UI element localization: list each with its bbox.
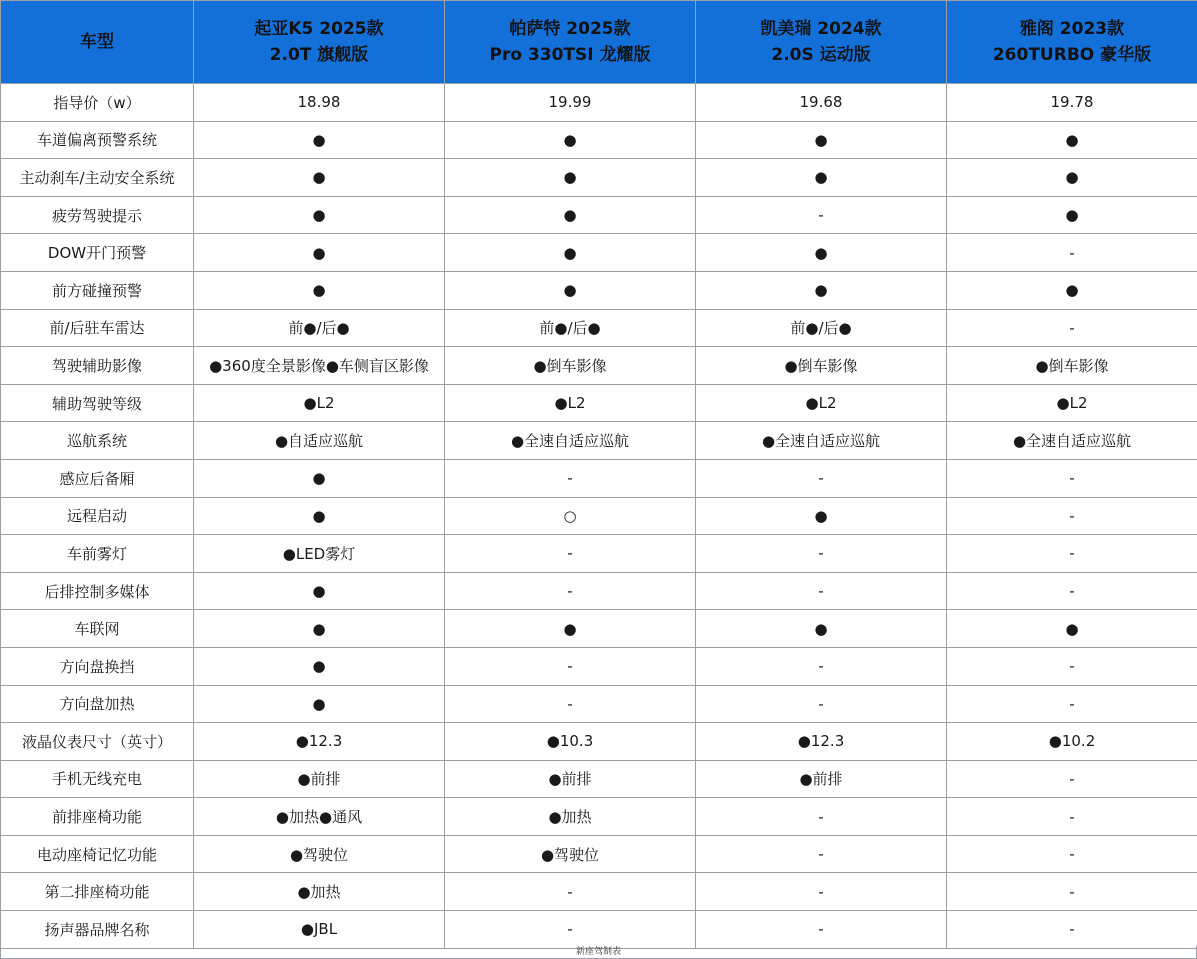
row-label: 方向盘加热 [1, 685, 194, 723]
table-row [1, 384, 1197, 422]
table-row [1, 535, 1197, 573]
spec-cell: 19.68 [696, 84, 947, 122]
table-row [1, 234, 1197, 272]
row-label: 车联网 [1, 610, 194, 648]
spec-cell: ○ [445, 497, 696, 535]
row-label: 扬声器品牌名称 [1, 911, 194, 949]
table-row [1, 572, 1197, 610]
table-row [1, 159, 1197, 197]
model-header-camry [696, 1, 947, 84]
spec-cell: - [445, 685, 696, 723]
spec-cell: - [947, 497, 1197, 535]
table-row [1, 121, 1197, 159]
spec-cell: - [947, 760, 1197, 798]
row-label: DOW开门预警 [1, 234, 194, 272]
model-name: 起亚K5 2025款 [254, 19, 384, 39]
spec-cell: ●前排 [445, 760, 696, 798]
model-name: 帕萨特 2025款 [509, 19, 631, 39]
row-label: 指导价（w） [1, 84, 194, 122]
model-trim: 2.0T 旗舰版 [269, 45, 369, 65]
spec-cell: - [696, 798, 947, 836]
model-name: 雅阁 2023款 [1019, 19, 1125, 39]
spec-cell: ●全速自适应巡航 [696, 422, 947, 460]
row-label: 电动座椅记忆功能 [1, 835, 194, 873]
spec-cell: - [445, 459, 696, 497]
spec-cell: - [696, 459, 947, 497]
spec-cell: ● [445, 610, 696, 648]
spec-cell: ●LED雾灯 [194, 535, 445, 573]
spec-cell: ●倒车影像 [696, 347, 947, 385]
table-row [1, 347, 1197, 385]
spec-cell: - [445, 535, 696, 573]
spec-cell: ●L2 [696, 384, 947, 422]
spec-cell: ● [947, 610, 1197, 648]
spec-cell: - [696, 647, 947, 685]
row-label: 感应后备厢 [1, 459, 194, 497]
spec-cell: ●JBL [194, 911, 445, 949]
spec-cell: ●360度全景影像●车侧盲区影像 [194, 347, 445, 385]
row-label: 辅助驾驶等级 [1, 384, 194, 422]
spec-cell: - [947, 798, 1197, 836]
spec-cell: - [947, 647, 1197, 685]
spec-cell: - [696, 572, 947, 610]
spec-cell: ●驾驶位 [445, 835, 696, 873]
spec-cell: - [696, 835, 947, 873]
table-row [1, 647, 1197, 685]
corner-header: 车型 [1, 1, 194, 84]
table-row [1, 309, 1197, 347]
spec-cell: ● [445, 271, 696, 309]
model-name: 凯美瑞 2024款 [760, 19, 882, 39]
table-footer-credit: 新座驾制表 [0, 946, 1197, 959]
spec-cell: 前●/后● [194, 309, 445, 347]
spec-cell: ●全速自适应巡航 [947, 422, 1197, 460]
spec-cell: - [947, 234, 1197, 272]
spec-cell: ●自适应巡航 [194, 422, 445, 460]
table-row [1, 271, 1197, 309]
spec-cell: - [947, 873, 1197, 911]
spec-cell: - [696, 911, 947, 949]
spec-cell: ●L2 [445, 384, 696, 422]
table-row [1, 835, 1197, 873]
model-header-kia-k5 [194, 1, 445, 84]
spec-cell: 19.78 [947, 84, 1197, 122]
table-row [1, 911, 1197, 949]
spec-cell: ● [194, 459, 445, 497]
spec-cell: ● [445, 196, 696, 234]
model-trim: 260TURBO 豪华版 [992, 45, 1152, 65]
table-row [1, 760, 1197, 798]
spec-cell: ● [194, 497, 445, 535]
spec-cell: - [696, 873, 947, 911]
row-label: 前/后驻车雷达 [1, 309, 194, 347]
spec-cell: ●倒车影像 [947, 347, 1197, 385]
spec-cell: ● [947, 271, 1197, 309]
spec-cell: ●加热 [194, 873, 445, 911]
spec-cell: ●前排 [696, 760, 947, 798]
row-label: 巡航系统 [1, 422, 194, 460]
spec-cell: ● [696, 121, 947, 159]
header-row [1, 1, 1197, 84]
spec-cell: ●驾驶位 [194, 835, 445, 873]
spec-cell: ● [194, 685, 445, 723]
row-label: 疲劳驾驶提示 [1, 196, 194, 234]
row-label: 液晶仪表尺寸（英寸） [1, 723, 194, 761]
table-row [1, 459, 1197, 497]
spec-cell: ●10.2 [947, 723, 1197, 761]
table-header [1, 1, 1197, 84]
spec-cell: ●倒车影像 [445, 347, 696, 385]
spec-cell: ● [696, 610, 947, 648]
model-header-passat [445, 1, 696, 84]
model-trim: Pro 330TSI 龙耀版 [489, 45, 651, 65]
spec-cell: ●L2 [947, 384, 1197, 422]
spec-cell: - [696, 685, 947, 723]
row-label: 前排座椅功能 [1, 798, 194, 836]
spec-cell: ● [947, 159, 1197, 197]
spec-cell: ● [445, 234, 696, 272]
spec-cell: - [947, 911, 1197, 949]
table-row [1, 84, 1197, 122]
row-label: 方向盘换挡 [1, 647, 194, 685]
spec-cell: ● [947, 121, 1197, 159]
spec-cell: ●12.3 [194, 723, 445, 761]
spec-cell: - [947, 459, 1197, 497]
spec-cell: ● [194, 647, 445, 685]
spec-cell: ● [194, 234, 445, 272]
spec-cell: - [445, 873, 696, 911]
spec-cell: 前●/后● [445, 309, 696, 347]
spec-cell: ●全速自适应巡航 [445, 422, 696, 460]
spec-cell: ● [194, 121, 445, 159]
spec-cell: - [947, 685, 1197, 723]
table-row [1, 422, 1197, 460]
model-header-accord [947, 1, 1197, 84]
table-row [1, 723, 1197, 761]
spec-cell: ● [194, 271, 445, 309]
spec-cell: - [445, 647, 696, 685]
spec-cell: - [696, 196, 947, 234]
model-trim: 2.0S 运动版 [771, 45, 871, 65]
table-row [1, 196, 1197, 234]
spec-cell: ●L2 [194, 384, 445, 422]
spec-cell: 19.99 [445, 84, 696, 122]
spec-cell: ● [194, 159, 445, 197]
spec-cell: ● [194, 610, 445, 648]
spec-cell: ●12.3 [696, 723, 947, 761]
spec-cell: ● [194, 196, 445, 234]
spec-cell: ● [445, 121, 696, 159]
spec-cell: ● [696, 497, 947, 535]
spec-cell: ● [947, 196, 1197, 234]
row-label: 后排控制多媒体 [1, 572, 194, 610]
spec-cell: ●10.3 [445, 723, 696, 761]
spec-cell: - [445, 572, 696, 610]
spec-cell: ● [696, 159, 947, 197]
spec-cell: - [947, 309, 1197, 347]
row-label: 远程启动 [1, 497, 194, 535]
spec-cell: - [947, 835, 1197, 873]
spec-cell: ● [696, 234, 947, 272]
row-label: 驾驶辅助影像 [1, 347, 194, 385]
row-label: 车前雾灯 [1, 535, 194, 573]
row-label: 手机无线充电 [1, 760, 194, 798]
spec-cell: ● [194, 572, 445, 610]
row-label: 前方碰撞预警 [1, 271, 194, 309]
spec-cell: - [445, 911, 696, 949]
table-body [1, 84, 1197, 949]
spec-cell: - [947, 535, 1197, 573]
table-row [1, 610, 1197, 648]
spec-cell: ● [696, 271, 947, 309]
spec-cell: ●加热●通风 [194, 798, 445, 836]
row-label: 第二排座椅功能 [1, 873, 194, 911]
row-label: 车道偏离预警系统 [1, 121, 194, 159]
table-row [1, 685, 1197, 723]
spec-cell: ● [445, 159, 696, 197]
table-row [1, 873, 1197, 911]
spec-cell: - [947, 572, 1197, 610]
row-label: 主动刹车/主动安全系统 [1, 159, 194, 197]
spec-cell: 18.98 [194, 84, 445, 122]
spec-cell: 前●/后● [696, 309, 947, 347]
spec-cell: - [696, 535, 947, 573]
table-row [1, 497, 1197, 535]
table-row [1, 798, 1197, 836]
spec-cell: ●前排 [194, 760, 445, 798]
spec-cell: ●加热 [445, 798, 696, 836]
